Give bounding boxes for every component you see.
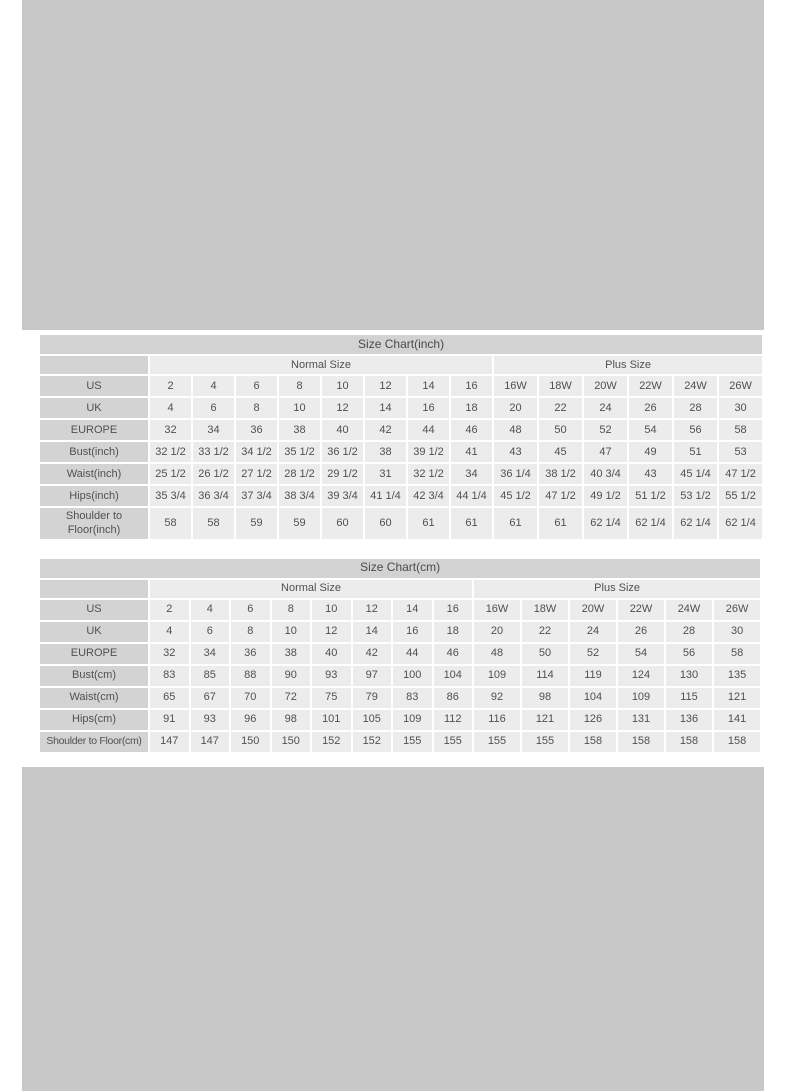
- size-value-cell: 42: [364, 419, 407, 441]
- size-value-cell: 37 3/4: [235, 485, 278, 507]
- size-value-cell: 62 1/4: [718, 507, 763, 540]
- size-value-cell: 83: [392, 687, 433, 709]
- size-value-cell: 121: [521, 709, 569, 731]
- size-value-cell: 44: [392, 643, 433, 665]
- size-value-cell: 79: [352, 687, 393, 709]
- size-value-cell: 32 1/2: [407, 463, 450, 485]
- column-group-normal-size: Normal Size: [149, 355, 493, 375]
- size-value-cell: 38: [364, 441, 407, 463]
- size-value-cell: 53 1/2: [673, 485, 718, 507]
- size-value-cell: 60: [364, 507, 407, 540]
- size-value-cell: 16: [392, 621, 433, 643]
- size-value-cell: 24: [583, 397, 628, 419]
- size-value-cell: 100: [392, 665, 433, 687]
- size-value-cell: 16W: [493, 375, 538, 397]
- size-value-cell: 18: [450, 397, 493, 419]
- row-label: Bust(cm): [39, 665, 149, 687]
- size-value-cell: 86: [433, 687, 474, 709]
- size-value-cell: 136: [665, 709, 713, 731]
- size-value-cell: 52: [569, 643, 617, 665]
- size-value-cell: 6: [230, 599, 271, 621]
- size-value-cell: 51: [673, 441, 718, 463]
- row-label: EUROPE: [39, 419, 149, 441]
- size-value-cell: 6: [192, 397, 235, 419]
- size-value-cell: 150: [271, 731, 312, 753]
- table-row: [39, 375, 763, 397]
- size-value-cell: 135: [713, 665, 761, 687]
- size-value-cell: 83: [149, 665, 190, 687]
- size-value-cell: 62 1/4: [673, 507, 718, 540]
- size-value-cell: 24: [569, 621, 617, 643]
- size-value-cell: 60: [321, 507, 364, 540]
- size-value-cell: 97: [352, 665, 393, 687]
- size-value-cell: 35 3/4: [149, 485, 192, 507]
- size-value-cell: 20: [493, 397, 538, 419]
- row-label: Shoulder to Floor(inch): [39, 507, 149, 540]
- size-value-cell: 10: [271, 621, 312, 643]
- size-value-cell: 8: [235, 397, 278, 419]
- size-value-cell: 12: [311, 621, 352, 643]
- size-value-cell: 16: [450, 375, 493, 397]
- size-value-cell: 14: [364, 397, 407, 419]
- size-value-cell: 34: [192, 419, 235, 441]
- size-value-cell: 33 1/2: [192, 441, 235, 463]
- size-value-cell: 16: [433, 599, 474, 621]
- table-row: [39, 709, 761, 731]
- size-value-cell: 58: [718, 419, 763, 441]
- row-label: Hips(cm): [39, 709, 149, 731]
- size-value-cell: 20W: [569, 599, 617, 621]
- size-value-cell: 8: [230, 621, 271, 643]
- size-value-cell: 34: [190, 643, 231, 665]
- size-value-cell: 45: [538, 441, 583, 463]
- corner-cell: [39, 355, 149, 375]
- row-label: Waist(inch): [39, 463, 149, 485]
- size-value-cell: 52: [583, 419, 628, 441]
- size-value-cell: 53: [718, 441, 763, 463]
- size-value-cell: 38 1/2: [538, 463, 583, 485]
- size-value-cell: 32: [149, 643, 190, 665]
- size-value-cell: 12: [321, 397, 364, 419]
- row-label: Hips(inch): [39, 485, 149, 507]
- size-value-cell: 126: [569, 709, 617, 731]
- column-group-plus-size: Plus Size: [473, 579, 761, 599]
- size-value-cell: 47 1/2: [538, 485, 583, 507]
- size-value-cell: 26W: [718, 375, 763, 397]
- size-value-cell: 61: [493, 507, 538, 540]
- size-value-cell: 10: [321, 375, 364, 397]
- size-value-cell: 43: [493, 441, 538, 463]
- size-value-cell: 90: [271, 665, 312, 687]
- size-value-cell: 101: [311, 709, 352, 731]
- size-value-cell: 62 1/4: [628, 507, 673, 540]
- size-value-cell: 158: [665, 731, 713, 753]
- size-value-cell: 44 1/4: [450, 485, 493, 507]
- size-value-cell: 58: [149, 507, 192, 540]
- size-value-cell: 152: [352, 731, 393, 753]
- size-value-cell: 24W: [673, 375, 718, 397]
- size-value-cell: 75: [311, 687, 352, 709]
- size-value-cell: 88: [230, 665, 271, 687]
- size-value-cell: 41 1/4: [364, 485, 407, 507]
- size-value-cell: 22W: [617, 599, 665, 621]
- size-value-cell: 4: [190, 599, 231, 621]
- row-label: US: [39, 375, 149, 397]
- row-label: UK: [39, 397, 149, 419]
- size-value-cell: 98: [271, 709, 312, 731]
- size-value-cell: 38 3/4: [278, 485, 321, 507]
- size-value-cell: 49: [628, 441, 673, 463]
- table-row: [39, 643, 761, 665]
- size-chart-inch-table: [38, 333, 764, 541]
- size-value-cell: 62 1/4: [583, 507, 628, 540]
- size-value-cell: 54: [617, 643, 665, 665]
- size-value-cell: 20: [473, 621, 521, 643]
- size-value-cell: 14: [352, 621, 393, 643]
- size-value-cell: 10: [278, 397, 321, 419]
- size-value-cell: 109: [473, 665, 521, 687]
- size-value-cell: 147: [149, 731, 190, 753]
- size-value-cell: 155: [473, 731, 521, 753]
- size-value-cell: 58: [713, 643, 761, 665]
- size-value-cell: 42: [352, 643, 393, 665]
- size-value-cell: 49 1/2: [583, 485, 628, 507]
- size-value-cell: 121: [713, 687, 761, 709]
- size-value-cell: 46: [433, 643, 474, 665]
- size-value-cell: 116: [473, 709, 521, 731]
- size-value-cell: 92: [473, 687, 521, 709]
- size-value-cell: 6: [190, 621, 231, 643]
- size-value-cell: 2: [149, 375, 192, 397]
- size-value-cell: 22: [521, 621, 569, 643]
- size-value-cell: 18W: [521, 599, 569, 621]
- row-label: EUROPE: [39, 643, 149, 665]
- size-value-cell: 8: [271, 599, 312, 621]
- size-value-cell: 38: [271, 643, 312, 665]
- size-value-cell: 40 3/4: [583, 463, 628, 485]
- size-value-cell: 72: [271, 687, 312, 709]
- size-value-cell: 35 1/2: [278, 441, 321, 463]
- row-label: UK: [39, 621, 149, 643]
- size-value-cell: 59: [278, 507, 321, 540]
- size-value-cell: 41: [450, 441, 493, 463]
- size-value-cell: 8: [278, 375, 321, 397]
- size-value-cell: 34: [450, 463, 493, 485]
- size-value-cell: 2: [149, 599, 190, 621]
- row-label: Bust(inch): [39, 441, 149, 463]
- size-value-cell: 158: [617, 731, 665, 753]
- size-value-cell: 56: [673, 419, 718, 441]
- size-value-cell: 93: [311, 665, 352, 687]
- size-value-cell: 6: [235, 375, 278, 397]
- size-value-cell: 43: [628, 463, 673, 485]
- size-value-cell: 48: [473, 643, 521, 665]
- size-value-cell: 4: [192, 375, 235, 397]
- size-value-cell: 61: [450, 507, 493, 540]
- size-value-cell: 31: [364, 463, 407, 485]
- row-label: Shoulder to Floor(cm): [39, 731, 149, 753]
- table-title-cm: Size Chart(cm): [39, 558, 761, 579]
- table-row: [39, 665, 761, 687]
- size-value-cell: 61: [538, 507, 583, 540]
- size-value-cell: 44: [407, 419, 450, 441]
- size-chart-cm-table: [38, 557, 762, 754]
- size-value-cell: 4: [149, 621, 190, 643]
- size-value-cell: 18: [433, 621, 474, 643]
- size-value-cell: 46: [450, 419, 493, 441]
- size-value-cell: 16: [407, 397, 450, 419]
- size-value-cell: 56: [665, 643, 713, 665]
- table-row: [39, 463, 763, 485]
- size-value-cell: 112: [433, 709, 474, 731]
- size-value-cell: 22: [538, 397, 583, 419]
- size-value-cell: 158: [569, 731, 617, 753]
- size-value-cell: 51 1/2: [628, 485, 673, 507]
- size-value-cell: 152: [311, 731, 352, 753]
- size-value-cell: 115: [665, 687, 713, 709]
- size-value-cell: 131: [617, 709, 665, 731]
- table-title-inch: Size Chart(inch): [39, 334, 763, 355]
- size-value-cell: 124: [617, 665, 665, 687]
- size-value-cell: 39 1/2: [407, 441, 450, 463]
- size-value-cell: 10: [311, 599, 352, 621]
- size-value-cell: 104: [569, 687, 617, 709]
- size-value-cell: 85: [190, 665, 231, 687]
- table-row: [39, 397, 763, 419]
- size-value-cell: 58: [192, 507, 235, 540]
- size-value-cell: 45 1/2: [493, 485, 538, 507]
- size-value-cell: 96: [230, 709, 271, 731]
- size-chart-panel: [22, 330, 764, 767]
- size-value-cell: 93: [190, 709, 231, 731]
- size-value-cell: 119: [569, 665, 617, 687]
- table-row: [39, 687, 761, 709]
- size-value-cell: 36 1/4: [493, 463, 538, 485]
- size-value-cell: 18W: [538, 375, 583, 397]
- size-value-cell: 61: [407, 507, 450, 540]
- size-value-cell: 54: [628, 419, 673, 441]
- size-value-cell: 36: [235, 419, 278, 441]
- table-row: [39, 419, 763, 441]
- size-value-cell: 38: [278, 419, 321, 441]
- table-row: [39, 507, 763, 540]
- size-value-cell: 39 3/4: [321, 485, 364, 507]
- size-value-cell: 109: [617, 687, 665, 709]
- table-row: [39, 441, 763, 463]
- corner-cell: [39, 579, 149, 599]
- size-value-cell: 26: [617, 621, 665, 643]
- size-value-cell: 130: [665, 665, 713, 687]
- column-group-normal-size: Normal Size: [149, 579, 473, 599]
- size-value-cell: 155: [521, 731, 569, 753]
- size-value-cell: 40: [321, 419, 364, 441]
- size-value-cell: 24W: [665, 599, 713, 621]
- size-value-cell: 14: [392, 599, 433, 621]
- size-value-cell: 36 3/4: [192, 485, 235, 507]
- size-value-cell: 47 1/2: [718, 463, 763, 485]
- size-value-cell: 25 1/2: [149, 463, 192, 485]
- size-value-cell: 28 1/2: [278, 463, 321, 485]
- size-value-cell: 30: [713, 621, 761, 643]
- size-value-cell: 48: [493, 419, 538, 441]
- size-value-cell: 26W: [713, 599, 761, 621]
- table-row: [39, 599, 761, 621]
- row-label: Waist(cm): [39, 687, 149, 709]
- size-value-cell: 114: [521, 665, 569, 687]
- size-value-cell: 36 1/2: [321, 441, 364, 463]
- size-value-cell: 150: [230, 731, 271, 753]
- size-value-cell: 47: [583, 441, 628, 463]
- size-value-cell: 50: [521, 643, 569, 665]
- size-value-cell: 70: [230, 687, 271, 709]
- size-value-cell: 14: [407, 375, 450, 397]
- size-value-cell: 34 1/2: [235, 441, 278, 463]
- size-value-cell: 55 1/2: [718, 485, 763, 507]
- size-value-cell: 12: [364, 375, 407, 397]
- size-value-cell: 158: [713, 731, 761, 753]
- size-value-cell: 67: [190, 687, 231, 709]
- size-value-cell: 91: [149, 709, 190, 731]
- size-value-cell: 105: [352, 709, 393, 731]
- size-value-cell: 155: [433, 731, 474, 753]
- size-value-cell: 22W: [628, 375, 673, 397]
- size-value-cell: 4: [149, 397, 192, 419]
- size-value-cell: 20W: [583, 375, 628, 397]
- size-value-cell: 141: [713, 709, 761, 731]
- size-value-cell: 27 1/2: [235, 463, 278, 485]
- size-value-cell: 32: [149, 419, 192, 441]
- size-value-cell: 26 1/2: [192, 463, 235, 485]
- size-value-cell: 45 1/4: [673, 463, 718, 485]
- size-value-cell: 147: [190, 731, 231, 753]
- size-value-cell: 30: [718, 397, 763, 419]
- size-value-cell: 40: [311, 643, 352, 665]
- column-group-plus-size: Plus Size: [493, 355, 763, 375]
- table-row: [39, 485, 763, 507]
- size-value-cell: 155: [392, 731, 433, 753]
- size-value-cell: 59: [235, 507, 278, 540]
- size-value-cell: 36: [230, 643, 271, 665]
- table-row: [39, 731, 761, 753]
- size-value-cell: 16W: [473, 599, 521, 621]
- size-value-cell: 32 1/2: [149, 441, 192, 463]
- size-value-cell: 65: [149, 687, 190, 709]
- size-value-cell: 28: [665, 621, 713, 643]
- size-value-cell: 28: [673, 397, 718, 419]
- row-label: US: [39, 599, 149, 621]
- size-value-cell: 12: [352, 599, 393, 621]
- size-value-cell: 104: [433, 665, 474, 687]
- size-value-cell: 26: [628, 397, 673, 419]
- size-value-cell: 50: [538, 419, 583, 441]
- size-value-cell: 29 1/2: [321, 463, 364, 485]
- size-value-cell: 98: [521, 687, 569, 709]
- table-row: [39, 621, 761, 643]
- size-value-cell: 109: [392, 709, 433, 731]
- size-value-cell: 42 3/4: [407, 485, 450, 507]
